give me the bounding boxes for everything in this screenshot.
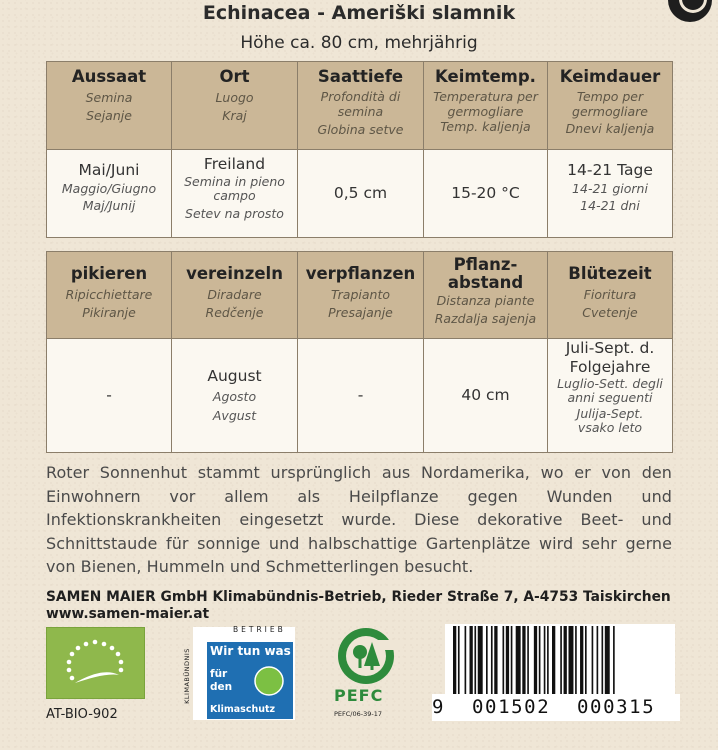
value-keimdauer: 14-21 Tage 14-21 giorni 14-21 dni	[548, 150, 673, 238]
sowing-header-row	[47, 62, 673, 150]
klima-side-label: KLIMABÜNDNIS	[182, 648, 191, 704]
header-ort: Ort Luogo Kraj	[172, 62, 298, 150]
barcode-bar	[580, 626, 583, 697]
barcode-bar	[478, 626, 483, 697]
barcode-bar	[613, 626, 615, 697]
pefc-logo	[330, 626, 402, 720]
value-pflanzabstand: 40 cm	[424, 339, 548, 453]
value-pikieren: -	[47, 339, 172, 453]
barcode-bar	[494, 626, 497, 697]
header-pikieren: pikieren Ripicchiettare Pikiranje	[47, 252, 172, 339]
barcode-bar	[539, 626, 541, 697]
klima-slogan-1: Wir tun was	[210, 644, 291, 658]
barcode-bar	[503, 626, 505, 697]
value-bluetezeit: Juli-Sept. d. Folgejahre Luglio-Sett. degli anni seguenti Julija-Sept. vsako leto	[548, 339, 673, 453]
barcode-bar	[506, 626, 509, 697]
pefc-name: PEFC	[334, 686, 384, 705]
website-link[interactable]: www.samen-maier.at	[46, 606, 210, 622]
barcode-bar	[544, 626, 546, 697]
barcode-bar	[585, 626, 587, 697]
barcode-bar	[575, 626, 577, 697]
value-aussaat: Mai/Juni Maggio/Giugno Maj/Junij	[47, 150, 172, 238]
barcode-bar	[527, 626, 529, 697]
klima-slogan-4: Klimaschutz	[210, 704, 276, 715]
ean-barcode	[445, 624, 675, 697]
header-saattiefe: Saattiefe Profondità di semina Globina setve	[298, 62, 424, 150]
organic-control-code: AT-BIO-902	[46, 707, 118, 722]
klimabuendnis-logo	[182, 625, 295, 720]
barcode-bar	[465, 626, 467, 697]
barcode-bar	[516, 626, 521, 697]
barcode-bar	[491, 626, 493, 697]
barcode-bar	[486, 626, 488, 697]
value-vereinzeln: August Agosto Avgust	[172, 339, 298, 453]
cultivation-header-row	[47, 252, 673, 339]
barcode-bar	[522, 626, 525, 697]
header-vereinzeln: vereinzeln Diradare Redčenje	[172, 252, 298, 339]
barcode-bar	[564, 626, 567, 697]
barcode-bar	[474, 626, 476, 697]
barcode-bar	[605, 626, 610, 697]
barcode-digits-right: 000315	[577, 696, 656, 718]
barcode-bar	[560, 626, 562, 697]
klima-slogan-3: den	[210, 681, 233, 693]
barcode-bar	[592, 626, 594, 697]
description-text: Roter Sonnenhut stammt ursprünglich aus Nordamerika, wo er von den Einwohnern vor allem als Heilpflanze gegen Wunden und Infektionskrankheiten eingesetzt wurde. Diese dekorative Beet- und Schnittstaude für sonnige und halbschattige Gartenplätze wird sehr gerne von Bienen, Hummeln und Schmetterlingen besucht.	[46, 463, 672, 576]
barcode-bar	[470, 626, 473, 697]
page-subtitle: Höhe ca. 80 cm, mehrjährig	[240, 33, 478, 53]
barcode-digits-left: 001502	[472, 696, 551, 718]
sowing-table	[46, 61, 673, 238]
barcode-bar	[547, 626, 549, 697]
barcode-bar	[602, 626, 604, 697]
header-aussaat: Aussaat Semina Sejanje	[47, 62, 172, 150]
pefc-code: PEFC/06-39-17	[334, 710, 382, 718]
barcode-bar	[458, 626, 460, 697]
page-title: Echinacea - Ameriški slamnik	[202, 2, 516, 24]
barcode-bar	[552, 626, 555, 697]
barcode-bar	[569, 626, 574, 697]
barcode-bar	[511, 626, 513, 697]
klima-betrieb-label: BETRIEB	[233, 625, 286, 634]
sowing-value-row	[47, 150, 673, 238]
value-saattiefe: 0,5 cm	[298, 150, 424, 238]
klima-slogan-2: für	[210, 668, 228, 680]
barcode-bar	[453, 626, 456, 697]
barcode-bar	[534, 626, 537, 697]
company-address: SAMEN MAIER GmbH Klimabündnis-Betrieb, Rieder Straße 7, A-4753 Taiskirchen	[46, 589, 671, 605]
cultivation-table	[46, 251, 673, 453]
value-ort: Freiland Semina in pieno campo Setev na prosto	[172, 150, 298, 238]
cultivation-value-row	[47, 339, 673, 453]
header-keimtemp: Keimtemp. Temperatura per germogliare Temp. kaljenja	[424, 62, 548, 150]
barcode-digit-prefix: 9	[432, 696, 444, 718]
value-keimtemp: 15-20 °C	[424, 150, 548, 238]
eu-organic-leaf-logo	[46, 627, 145, 699]
header-pflanzabstand: Pflanz- abstand Distanza piante Razdalja sajenja	[424, 252, 548, 339]
header-bluetezeit: Blütezeit Fioritura Cvetenje	[548, 252, 673, 339]
value-verpflanzen: -	[298, 339, 424, 453]
header-verpflanzen: verpflanzen Trapianto Presajanje	[298, 252, 424, 339]
barcode-bar	[597, 626, 599, 697]
ean-barcode-number	[432, 694, 680, 721]
header-keimdauer: Keimdauer Tempo per germogliare Dnevi kaljenja	[548, 62, 673, 150]
